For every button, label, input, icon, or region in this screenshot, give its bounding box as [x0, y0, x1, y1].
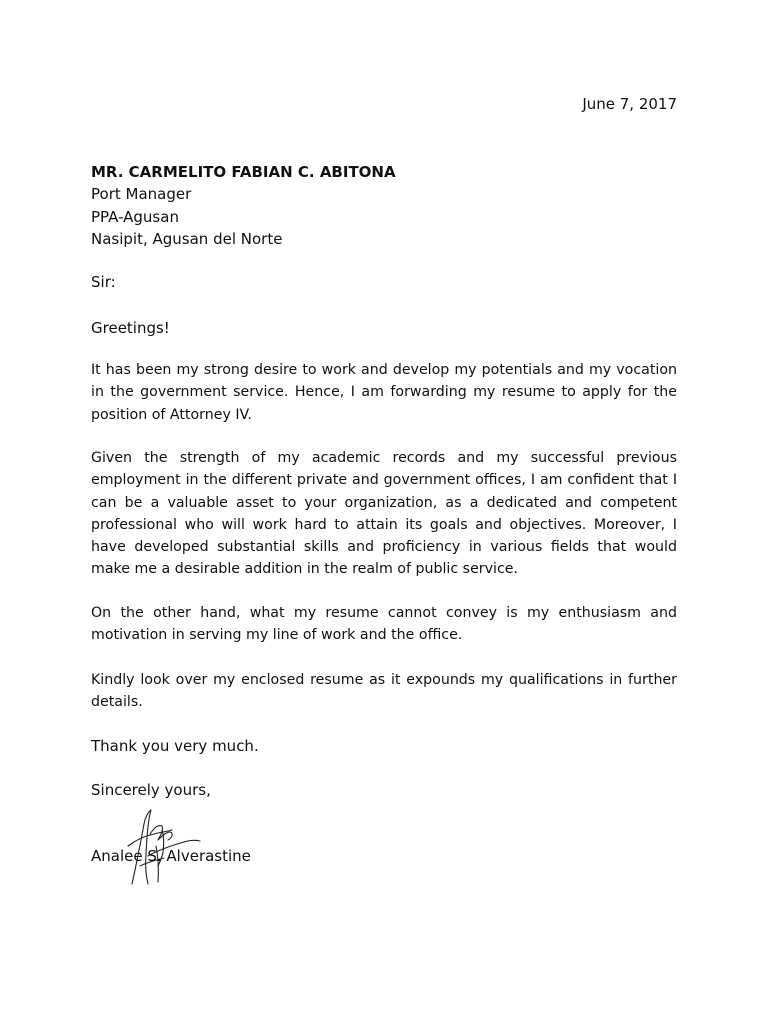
body-paragraph-3: On the other hand, what my resume cannot convey is my enthusiasm and motivation in serving my line of work and the office. — [91, 605, 677, 644]
recipient-name: MR. CARMELITO FABIAN C. ABITONA — [91, 163, 396, 181]
greeting: Greetings! — [91, 319, 170, 337]
body-paragraph-1: It has been my strong desire to work and develop my potentials and my vocation in the government service. Hence, I am forwarding my resume to apply for the position of Attorney IV. — [91, 362, 677, 423]
recipient-address: Nasipit, Agusan del Norte — [91, 229, 283, 248]
thanks-line: Thank you very much. — [91, 737, 259, 755]
salutation: Sir: — [91, 273, 116, 291]
body-paragraph-2: Given the strength of my academic records and my successful previous employment in the different private and government offices, I am confident that I can be a valuable asset to your organization, as a dedicated and competent professional who will work hard to attain its goals and objectives. Moreover, I have developed substantial skills and proficiency in various fields that would make me a desirable addition in the realm of public service. — [91, 450, 677, 578]
body-paragraph-4: Kindly look over my enclosed resume as it expounds my qualifications in further details. — [91, 672, 677, 711]
closing-line: Sincerely yours, — [91, 781, 211, 799]
recipient-block — [91, 161, 677, 250]
letter-date: June 7, 2017 — [582, 95, 677, 113]
recipient-title: Port Manager — [91, 185, 192, 204]
signer-name: Analee S. Alverastine — [91, 847, 251, 865]
recipient-office: PPA-Agusan — [91, 207, 179, 226]
